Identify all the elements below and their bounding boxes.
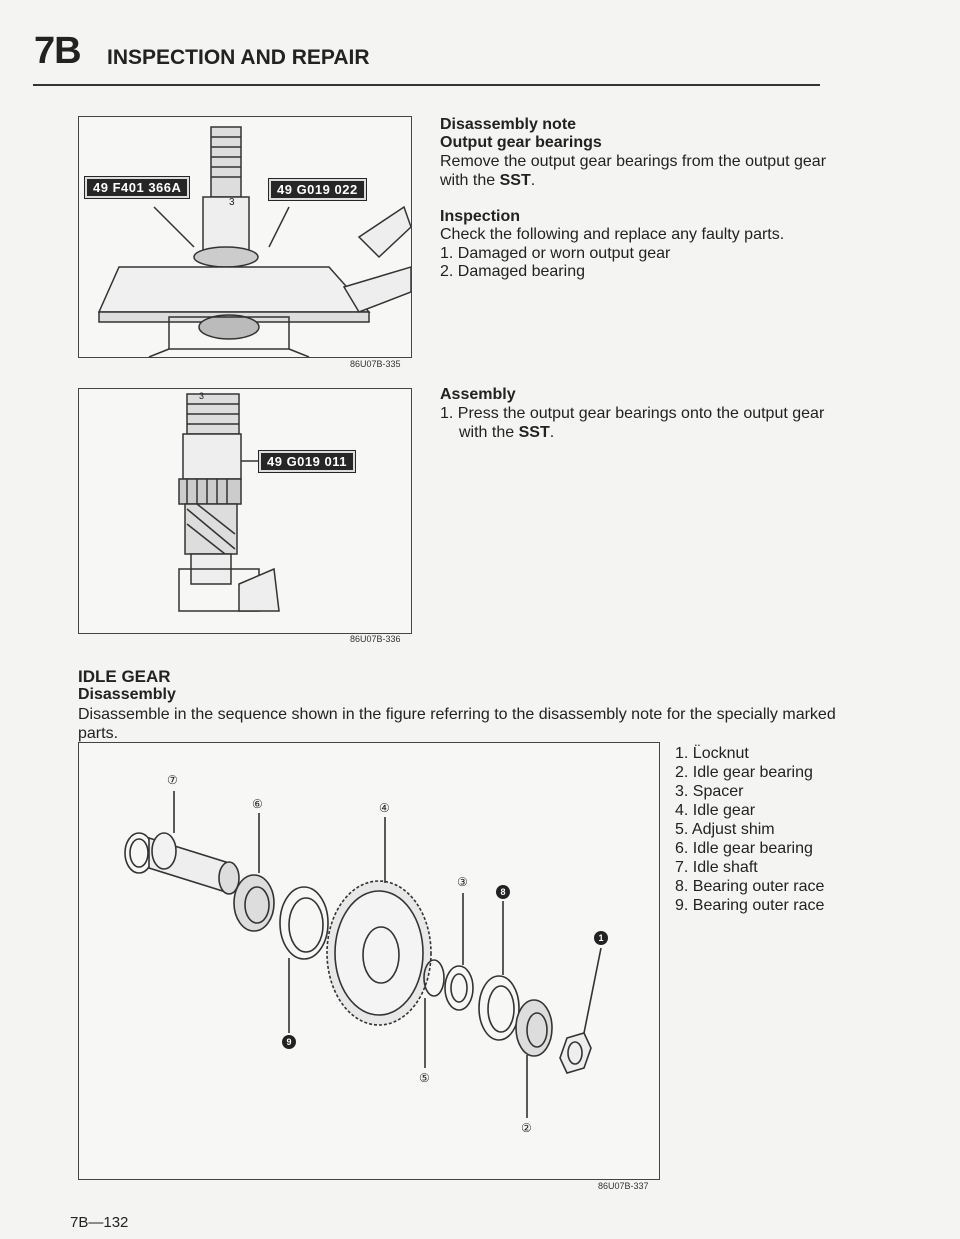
assembly-heading: Assembly xyxy=(440,386,516,403)
figure3-caption: 86U07B-337 xyxy=(598,1181,649,1191)
callout-6: ⑥ xyxy=(252,797,263,811)
parts-list-item: 7. Idle shaft xyxy=(675,859,758,876)
tool-number-label: 3 xyxy=(229,197,235,208)
section-code: 7B xyxy=(34,30,81,72)
figure-output-gear-bearing-removal xyxy=(78,116,412,358)
callout-5: ⑤ xyxy=(419,1071,430,1085)
page-number: 7B—132 xyxy=(70,1214,129,1231)
inspection-intro: Check the following and replace any faulty parts. xyxy=(440,226,785,243)
figure1-caption: 86U07B-335 xyxy=(350,359,401,369)
figure-output-gear-bearing-install xyxy=(78,388,412,634)
callout-2: ② xyxy=(521,1121,532,1135)
parts-list-item: 4. Idle gear xyxy=(675,802,756,819)
sst-callout-2: 49 G019 022 xyxy=(269,179,366,200)
parts-list-item: 1. L̈ocknut xyxy=(675,745,749,762)
figure-idle-gear-exploded xyxy=(78,742,660,1180)
parts-list-item: 9. Bearing outer race xyxy=(675,897,825,914)
assembly-step-end: . xyxy=(549,424,555,441)
output-gear-bearings-subheading: Output gear bearings xyxy=(440,134,602,151)
parts-list-item: 5. Adjust shim xyxy=(675,821,775,838)
callout-7: ⑦ xyxy=(167,773,178,787)
parts-list-item: 3. Spacer xyxy=(675,783,744,800)
assembly-step-text: 1. Press the output gear bearings onto the output gear with the xyxy=(440,405,825,441)
idle-gear-disassembly-heading: Disassembly xyxy=(78,686,176,703)
callout-3: ③ xyxy=(457,875,468,889)
callout-8: 8 xyxy=(496,885,510,899)
press-illustration-2 xyxy=(79,389,411,633)
idle-gear-heading: IDLE GEAR xyxy=(78,667,171,686)
page-title: INSPECTION AND REPAIR xyxy=(107,46,370,69)
assembly-step xyxy=(440,404,854,442)
parts-list xyxy=(675,744,833,915)
idle-gear-instructions: Disassemble in the sequence shown in the figure referring to the disassembly note for the specially marked parts. xyxy=(78,706,836,742)
sst-term: SST xyxy=(499,172,531,189)
inspection-heading: Inspection xyxy=(440,208,521,225)
parts-list-item: 2. Idle gear bearing xyxy=(675,764,813,781)
inspection-item: 2. Damaged bearing xyxy=(440,263,585,280)
press-illustration-1 xyxy=(79,117,411,357)
disassembly-note-heading: Disassembly note xyxy=(440,116,577,133)
callout-4: ④ xyxy=(379,801,390,815)
parts-list-item: 8. Bearing outer race xyxy=(675,878,825,895)
callout-1: 1 xyxy=(594,931,608,945)
callout-9: 9 xyxy=(282,1035,296,1049)
disassembly-note-text xyxy=(440,152,840,190)
tool-number-label-2: 3 xyxy=(199,391,205,401)
sst-term-2: SST xyxy=(518,424,550,441)
header-divider xyxy=(33,84,820,86)
sst-callout-3: 49 G019 011 xyxy=(259,451,355,472)
disassembly-note-text-end: . xyxy=(530,172,536,189)
sst-callout-1: 49 F401 366A xyxy=(85,177,189,198)
disassembly-note-text-body: Remove the output gear bearings from the output gear with the xyxy=(440,153,827,189)
inspection-item: 1. Damaged or worn output gear xyxy=(440,245,671,262)
parts-list-item: 6. Idle gear bearing xyxy=(675,840,813,857)
idle-gear-exploded-view xyxy=(79,743,659,1179)
figure2-caption: 86U07B-336 xyxy=(350,634,401,644)
